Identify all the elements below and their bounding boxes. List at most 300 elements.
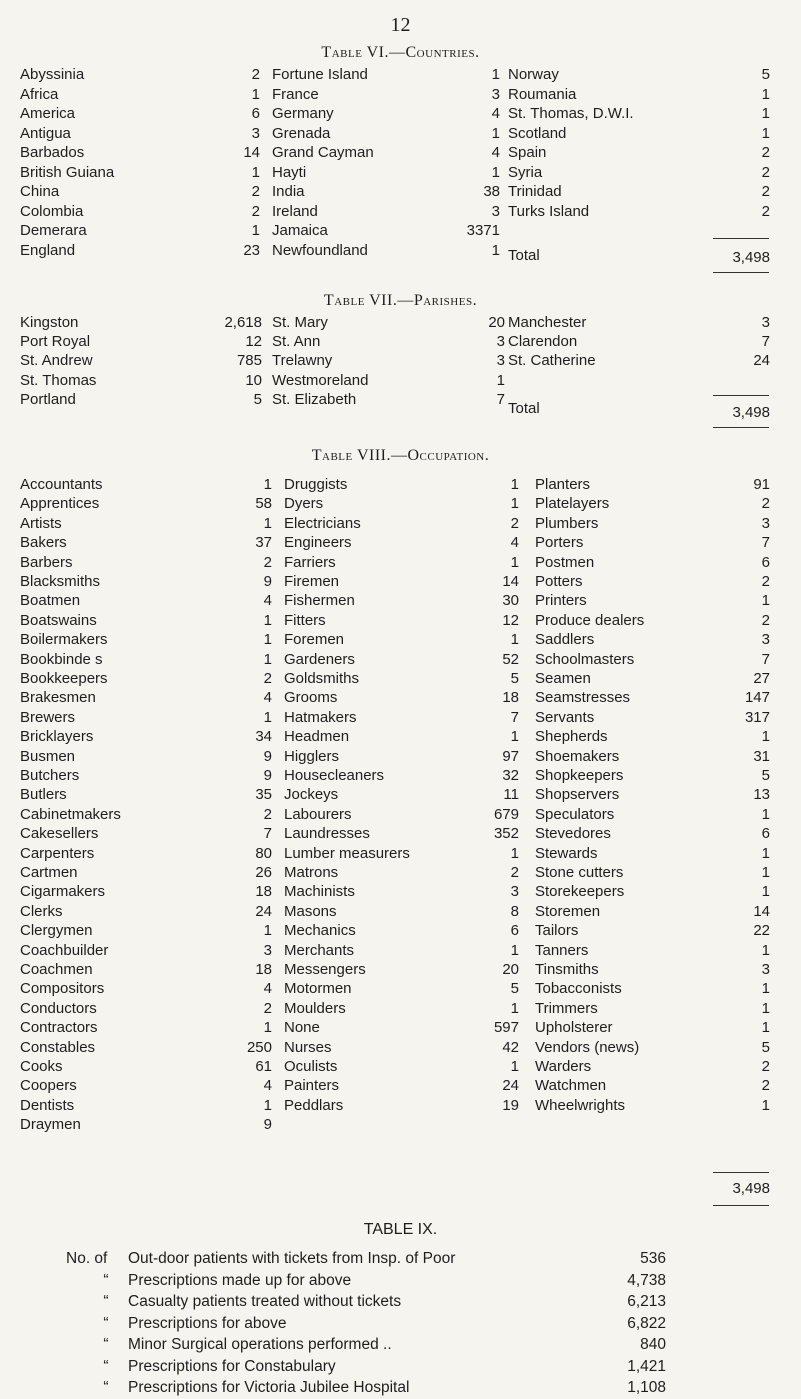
table6-row-name: Colombia [20, 202, 84, 220]
table8-row-name: Bookkeepers [20, 670, 108, 687]
table8-row-name: Fishermen [284, 592, 355, 610]
table6-row [272, 104, 500, 124]
table6-row [508, 124, 770, 144]
table6-row [20, 85, 260, 105]
table8-row-name: Tobacconists [535, 980, 622, 998]
table7-row-value: 10 [245, 371, 262, 389]
table8-row [284, 475, 519, 495]
table8-row-name: Watchmen [535, 1077, 607, 1095]
table6-row [20, 124, 260, 144]
table9-row-label: Out-door patients with tickets from Insp. of Poor [128, 1250, 456, 1267]
table8-row [20, 514, 272, 534]
table8-row-value: 3 [761, 514, 770, 532]
table8-row-name: Boatswains [20, 611, 97, 629]
table8-row-value: 1 [761, 1019, 770, 1037]
table8-row-value: 13 [753, 786, 770, 804]
table9-row [0, 1270, 801, 1292]
table8-row [284, 1076, 519, 1096]
table6-title: Table VI.—Countries. [321, 44, 480, 61]
table8-row-value: 1 [510, 999, 519, 1017]
table6-total: 3,498 [732, 249, 770, 266]
table8-row-name: Labourers [284, 805, 352, 823]
table8-row [20, 572, 272, 592]
table8-row-value: 4 [263, 592, 272, 610]
table8-row [20, 727, 272, 747]
table6-row [272, 65, 500, 85]
table8-row-value: 1 [263, 476, 272, 493]
table8-row-value: 1 [263, 514, 272, 532]
table8-row-name: Grooms [284, 689, 338, 707]
table7-row-name: Westmoreland [272, 371, 369, 389]
table6-row-value: 1 [491, 66, 500, 83]
table9-row-value: 1,421 [627, 1357, 666, 1375]
table8-row-name: Tanners [535, 941, 589, 959]
table6-row [272, 143, 500, 163]
table7-row-name: Port Royal [20, 333, 91, 351]
table8-row [284, 921, 519, 941]
table9-row-label: Prescriptions made up for above [128, 1271, 352, 1289]
table8-row-name: Mechanics [284, 922, 356, 940]
table8-row [20, 1076, 272, 1096]
table7-row [272, 351, 505, 371]
table8-row [535, 1038, 770, 1058]
table8-row-name: Coachbuilder [20, 941, 109, 959]
table9-row [0, 1356, 801, 1378]
table8-row [20, 553, 272, 573]
table7-row-name: Kingston [20, 314, 79, 331]
table8-row-value: 679 [493, 805, 519, 823]
table6-total-label: Total [508, 247, 540, 264]
table8-row-value: 1 [510, 631, 519, 649]
table7-row [272, 390, 505, 410]
table8-total-rule-bottom [713, 1205, 769, 1206]
table7-row-value: 5 [253, 390, 262, 408]
table8-row [20, 999, 272, 1019]
table7-total-rule-bottom [713, 427, 769, 428]
table8-row-value: 1 [761, 980, 770, 998]
table8-row-value: 91 [753, 476, 770, 493]
table8-row [20, 630, 272, 650]
table8-row-name: Shopkeepers [535, 767, 624, 784]
table8-row [535, 688, 770, 708]
table6-row [20, 221, 260, 241]
table8-row-name: Butchers [20, 767, 80, 784]
table7-row-value: 3 [496, 352, 505, 370]
table7-row-name: Portland [20, 390, 76, 408]
table8-row-name: Housecleaners [284, 767, 385, 784]
table8-row-value: 30 [502, 592, 519, 610]
table9-row-value: 6,822 [627, 1314, 666, 1332]
table8-row-name: Stewards [535, 844, 598, 862]
table7-row-value: 1 [496, 371, 505, 389]
table8-row-value: 35 [255, 786, 272, 804]
table7-row-name: Manchester [508, 314, 587, 331]
table6-row-value: 1 [761, 85, 770, 103]
table9-row-prefix: “ [103, 1336, 109, 1353]
table8-row-name: Jockeys [284, 786, 339, 804]
table8-row [20, 591, 272, 611]
table6-row [20, 182, 260, 202]
table8-row [284, 650, 519, 670]
table8-row [20, 1115, 272, 1135]
table8-row-value: 1 [510, 476, 519, 493]
table8-row-name: Firemen [284, 573, 340, 590]
table6-row-name: Grenada [272, 124, 331, 142]
table8-row-name: Dyers [284, 495, 324, 513]
table8-row-value: 1 [510, 1058, 519, 1075]
table6-row-name: Roumania [508, 85, 577, 103]
table6-row [508, 182, 770, 202]
table8-total-rule-top [713, 1172, 769, 1173]
table8-row-name: Apprentices [20, 495, 100, 513]
table8-row [535, 805, 770, 825]
table8-row-value: 2 [263, 553, 272, 571]
table8-row-name: Dentists [20, 1096, 75, 1114]
table6-row-name: China [20, 183, 60, 200]
table8-row-name: Painters [284, 1077, 340, 1095]
table8-row-value: 18 [502, 689, 519, 707]
table8-row-value: 20 [502, 961, 519, 978]
table8-row [284, 533, 519, 553]
table7-row [20, 390, 262, 410]
table8-row [284, 999, 519, 1019]
table8-row-value: 42 [502, 1038, 519, 1056]
table8-row-name: Bricklayers [20, 728, 94, 746]
table8-row [284, 494, 519, 514]
table8-row-name: Trimmers [535, 999, 598, 1017]
table9-row-value: 6,213 [627, 1293, 666, 1310]
table8-row-value: 37 [255, 534, 272, 552]
table8-row [535, 902, 770, 922]
table6-row-value: 3 [251, 124, 260, 142]
table6-row [20, 202, 260, 222]
table7-row-value: 785 [236, 352, 262, 370]
table7-row-value: 2,618 [224, 314, 262, 331]
table8-row [20, 979, 272, 999]
table8-row-value: 1 [761, 728, 770, 746]
table6-row [272, 241, 500, 261]
table8-row-name: Carpenters [20, 844, 95, 862]
table8-row-name: Saddlers [535, 631, 595, 649]
table8-row-value: 5 [510, 980, 519, 998]
table8-row [535, 1096, 770, 1116]
table8-row [20, 1018, 272, 1038]
table8-row-name: Brewers [20, 708, 76, 726]
table8-row-value: 3 [263, 941, 272, 959]
table9-row [0, 1334, 801, 1356]
table8-row-value: 3 [761, 961, 770, 978]
table8-row [535, 475, 770, 495]
table6-row-value: 3 [491, 85, 500, 103]
table8-row-name: Wheelwrights [535, 1096, 626, 1114]
table8-row-name: Cakesellers [20, 825, 99, 843]
table8-row-name: Messengers [284, 961, 366, 978]
table8-row-value: 1 [510, 495, 519, 513]
table8-row-value: 58 [255, 495, 272, 513]
table8-row-value: 6 [761, 825, 770, 843]
table6-row-name: Africa [20, 85, 59, 103]
table8-row-value: 1 [263, 708, 272, 726]
table8-row-name: Matrons [284, 864, 339, 881]
table8-row-name: Barbers [20, 553, 73, 571]
table8-row-value: 52 [502, 650, 519, 668]
table8-row-name: Moulders [284, 999, 346, 1017]
table8-row-name: Motormen [284, 980, 352, 998]
table6-row-value: 3371 [466, 222, 500, 239]
table8-row-name: Porters [535, 534, 584, 552]
table7-row-value: 3 [761, 314, 770, 331]
table8-row-value: 22 [753, 922, 770, 940]
table8-row [535, 921, 770, 941]
table8-row-name: Machinists [284, 883, 355, 901]
table8-row-name: Draymen [20, 1116, 81, 1134]
table8-row-value: 1 [510, 553, 519, 571]
table6-row [272, 221, 500, 241]
table8-row [20, 747, 272, 767]
table8-row-name: Schoolmasters [535, 650, 635, 668]
table9-row [0, 1248, 801, 1270]
table6-row-value: 2 [761, 183, 770, 200]
table8-row [535, 494, 770, 514]
table8-row-name: Shepherds [535, 728, 608, 746]
table8-row [535, 650, 770, 670]
table6-row-value: 4 [491, 144, 500, 161]
table8-row [284, 611, 519, 631]
table8-row [284, 669, 519, 689]
table8-row-name: None [284, 1019, 320, 1037]
table8-row [284, 863, 519, 883]
table8-row-value: 80 [255, 844, 272, 862]
table8-row-name: Hatmakers [284, 708, 357, 726]
table7-total-label: Total [508, 400, 540, 417]
table6-row-value: 5 [761, 66, 770, 83]
table8-row [535, 553, 770, 573]
table8-row-value: 34 [255, 728, 272, 746]
table8-row-value: 5 [761, 767, 770, 784]
table9-row [0, 1377, 801, 1399]
table8-row-name: Accountants [20, 476, 103, 493]
table8-row [284, 1096, 519, 1116]
table6-row-value: 1 [491, 241, 500, 259]
table7-row [508, 313, 770, 333]
table8-row-value: 2 [761, 1058, 770, 1075]
table7-row-name: St. Elizabeth [272, 390, 357, 408]
table6-row-value: 23 [243, 241, 260, 259]
table8-row [284, 824, 519, 844]
table8-row-value: 3 [510, 883, 519, 901]
table6-row-name: Fortune Island [272, 66, 368, 83]
table6-row [20, 163, 260, 183]
table8-row-value: 97 [502, 747, 519, 765]
table6-row-name: Abyssinia [20, 66, 85, 83]
page-number: 12 [390, 14, 411, 36]
table8-row-name: Potters [535, 573, 583, 590]
table8-row-name: Cartmen [20, 864, 78, 881]
table8-row [535, 669, 770, 689]
table6-row-name: Spain [508, 144, 547, 161]
table6-row [508, 85, 770, 105]
table8-row-name: Goldsmiths [284, 670, 360, 687]
table8-row [284, 785, 519, 805]
table8-row-name: Constables [20, 1038, 96, 1056]
table8-row-value: 7 [761, 650, 770, 668]
table8-row [20, 941, 272, 961]
table6-row-name: Turks Island [508, 202, 590, 220]
table6-row-name: Demerara [20, 222, 87, 239]
table6-row-value: 2 [761, 202, 770, 220]
table8-row [284, 960, 519, 980]
table8-row [284, 1038, 519, 1058]
table8-row-name: Boilermakers [20, 631, 108, 649]
table6-row-value: 1 [491, 163, 500, 181]
table6-row-name: Grand Cayman [272, 144, 374, 161]
table8-row-value: 8 [510, 902, 519, 920]
table6-row [508, 65, 770, 85]
table8-row [20, 785, 272, 805]
table8-row [20, 533, 272, 553]
table8-row-name: Bookbinde s [20, 650, 103, 668]
table9-row-prefix: “ [103, 1314, 109, 1332]
table8-row [284, 553, 519, 573]
table8-row [284, 1018, 519, 1038]
table8-row-name: Seamen [535, 670, 591, 687]
table8-row-name: Platelayers [535, 495, 610, 513]
table8-row [535, 785, 770, 805]
table8-row-value: 1 [761, 1096, 770, 1114]
table8-row-name: Foremen [284, 631, 345, 649]
table8-row-name: Fitters [284, 611, 326, 629]
table8-row-value: 11 [503, 786, 519, 804]
table8-row-value: 4 [263, 1077, 272, 1095]
table6-row-value: 6 [251, 105, 260, 122]
table8-row-name: Headmen [284, 728, 350, 746]
table8-row [284, 1057, 519, 1077]
table8-row [284, 882, 519, 902]
table9-row-value: 840 [640, 1336, 666, 1353]
table6-row-name: England [20, 241, 76, 259]
table8-row-name: Oculists [284, 1058, 338, 1075]
table9-row-value: 536 [640, 1250, 666, 1267]
table6-row-name: Trinidad [508, 183, 562, 200]
table8-row-name: Vendors (news) [535, 1038, 640, 1056]
table9-title: TABLE IX. [363, 1221, 438, 1238]
table8-row-name: Shoemakers [535, 747, 620, 765]
table8-row-name: Speculators [535, 805, 615, 823]
table8-row-value: 7 [263, 825, 272, 843]
table8-row-name: Coopers [20, 1077, 77, 1095]
table6-row-value: 1 [251, 163, 260, 181]
table8-row-value: 6 [761, 553, 770, 571]
table8-row-value: 26 [255, 864, 272, 881]
table7-row [20, 313, 262, 333]
table8-row [20, 475, 272, 495]
table9-row-value: 4,738 [627, 1271, 666, 1289]
table6-row-value: 1 [761, 124, 770, 142]
table8-row [284, 514, 519, 534]
table6-row-name: British Guiana [20, 163, 115, 181]
table7-title: Table VII.—Parishes. [323, 292, 478, 309]
table6-row-value: 2 [251, 202, 260, 220]
table7-row-name: St. Andrew [20, 352, 93, 370]
table6-row-name: Newfoundland [272, 241, 368, 259]
table8-row-value: 2 [761, 495, 770, 513]
table8-row [20, 669, 272, 689]
table6-row [508, 143, 770, 163]
table9-row-value: 1,108 [627, 1379, 666, 1396]
table8-row [20, 766, 272, 786]
table8-row-value: 1 [761, 864, 770, 881]
table8-row-name: Merchants [284, 941, 355, 959]
table8-row [535, 999, 770, 1019]
table6-row-value: 1 [251, 85, 260, 103]
table6-row-name: St. Thomas, D.W.I. [508, 105, 634, 122]
table6-row [272, 163, 500, 183]
table8-row-value: 12 [502, 611, 519, 629]
table8-row [20, 650, 272, 670]
table7-row-name: St. Ann [272, 333, 321, 351]
table8-row-value: 597 [493, 1019, 519, 1037]
table8-row-name: Gardeners [284, 650, 355, 668]
table8-row [535, 979, 770, 999]
table8-row [20, 882, 272, 902]
table8-row [20, 688, 272, 708]
table8-row [535, 863, 770, 883]
table8-row-value: 352 [493, 825, 519, 843]
table7-row [20, 351, 262, 371]
table8-row [284, 941, 519, 961]
table8-row-value: 18 [255, 961, 272, 978]
table8-row-name: Shopservers [535, 786, 620, 804]
table8-row-value: 1 [761, 592, 770, 610]
table8-row-value: 147 [744, 689, 770, 707]
table8-row [535, 533, 770, 553]
table8-row-value: 24 [502, 1077, 519, 1095]
table8-row-name: Clergymen [20, 922, 93, 940]
table8-row [535, 1018, 770, 1038]
table8-row-value: 1 [263, 631, 272, 649]
table8-row [535, 572, 770, 592]
table8-row-value: 2 [510, 864, 519, 881]
table8-row-value: 9 [263, 767, 272, 784]
table9-row-label: Prescriptions for above [128, 1314, 287, 1332]
table7-row-name: Clarendon [508, 333, 578, 351]
table8-row [20, 805, 272, 825]
table8-row-name: Tailors [535, 922, 579, 940]
table8-row-value: 7 [761, 534, 770, 552]
table7-total: 3,498 [732, 404, 770, 421]
table8-row [535, 630, 770, 650]
table8-row-value: 1 [510, 844, 519, 862]
table9-row-label: Minor Surgical operations performed .. [128, 1336, 392, 1353]
table8-row-name: Masons [284, 902, 337, 920]
table7-row [508, 332, 770, 352]
table8-row [284, 766, 519, 786]
table8-total: 3,498 [732, 1180, 770, 1197]
table6-row [272, 124, 500, 144]
table8-row-name: Lumber measurers [284, 844, 410, 862]
table8-row-value: 317 [744, 708, 770, 726]
table8-row-value: 32 [502, 767, 519, 784]
table8-row-name: Cigarmakers [20, 883, 106, 901]
table6-row-name: Norway [508, 66, 559, 83]
table8-row-name: Laundresses [284, 825, 370, 843]
table6-row-value: 1 [761, 105, 770, 122]
table8-row-name: Bakers [20, 534, 67, 552]
table8-row-name: Printers [535, 592, 587, 610]
table6-row [20, 104, 260, 124]
table8-row-value: 5 [510, 670, 519, 687]
table6-row-value: 4 [491, 105, 500, 122]
